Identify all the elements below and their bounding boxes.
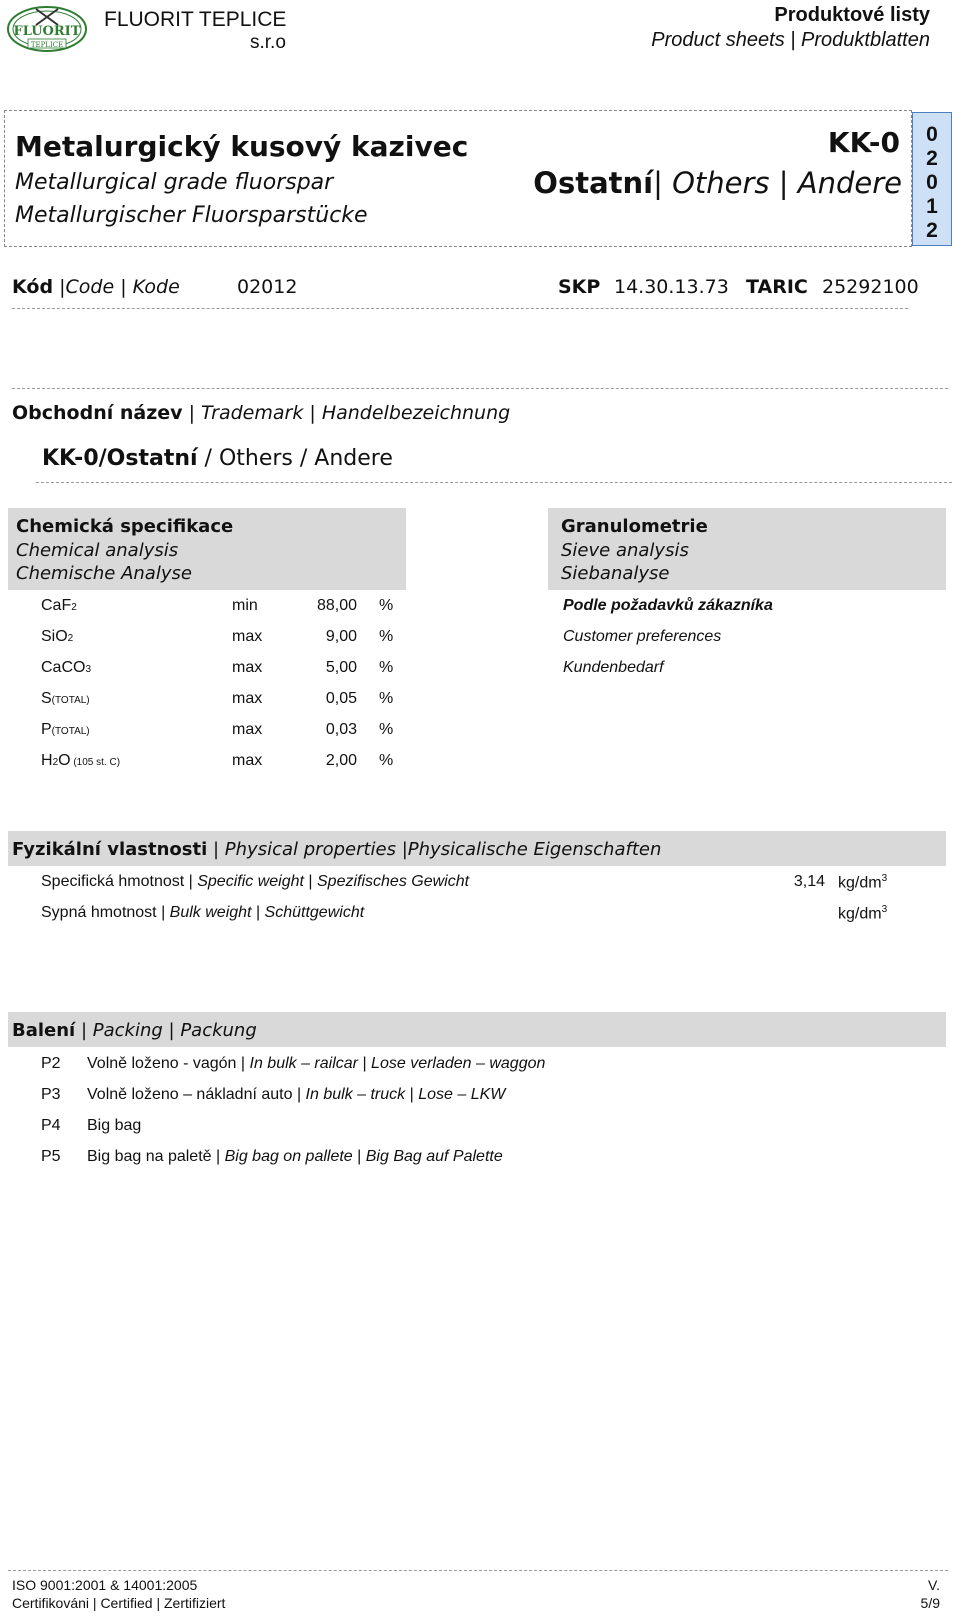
chem-unit: %: [379, 690, 394, 707]
chem-limit: max: [232, 628, 263, 645]
physical-head-en: Physical properties: [224, 839, 396, 860]
sheets-subtitle: Product sheets | Produktblatten: [651, 29, 930, 51]
product-category: [533, 166, 902, 200]
product-code-strip: [912, 112, 952, 246]
trademark-value-main: KK-0/Ostatní: [42, 446, 198, 471]
chem-name: CaCO3: [41, 659, 92, 676]
physical-row-label: Specifická hmotnost | Specific weight | Spezifisches Gewicht: [41, 873, 470, 890]
product-code-label: KK-0: [827, 126, 900, 159]
sheets-title: Produktové listy: [774, 4, 930, 26]
physical-row-unit: $kg/dm^3$: [838, 873, 888, 892]
physical-row-value: 3,14: [793, 873, 825, 890]
code-digit: 1: [926, 195, 938, 218]
packing-head-cz: Balení: [12, 1020, 76, 1041]
footer-divider: [8, 1570, 948, 1571]
product-name-cz: Metalurgický kusový kazivec: [15, 130, 469, 163]
physical-head-cz: Fyzikální vlastnosti: [12, 839, 208, 860]
packing-code: P5: [41, 1148, 61, 1165]
chem-value: 5,00: [325, 659, 357, 676]
chemical-head-cz: Chemická specifikace: [16, 516, 234, 537]
chem-unit: %: [379, 597, 394, 614]
code-label-en: Code: [65, 276, 115, 298]
packing-header: [8, 1012, 946, 1047]
physical-head: Fyzikální vlastnosti | Physical properties |Physicalische Eigenschaften: [12, 839, 662, 860]
chem-limit: max: [232, 752, 263, 769]
product-name-de: Metallurgischer Fluorsparstücke: [15, 203, 368, 228]
granulometry-line-de: Kundenbedarf: [563, 659, 664, 676]
chem-limit: min: [232, 597, 258, 614]
svg-text:TEPLICE: TEPLICE: [30, 41, 64, 49]
chemical-head-en: Chemical analysis: [16, 540, 179, 561]
packing-desc: Volně loženo – nákladní auto | In bulk – truck | Lose – LKW: [87, 1086, 506, 1103]
physical-header: [8, 831, 946, 866]
chem-unit: %: [379, 628, 394, 645]
divider: [12, 388, 948, 389]
physical-row-label: Sypná hmotnost | Bulk weight | Schüttgewicht: [41, 904, 365, 921]
chem-value: 9,00: [325, 628, 357, 645]
category-de: Andere: [797, 166, 902, 200]
trademark-value: [42, 446, 393, 471]
chem-unit: %: [379, 752, 394, 769]
taric-label: TARIC: [746, 276, 808, 298]
chem-value: 88,00: [316, 597, 357, 614]
packing-desc: Big bag: [87, 1117, 142, 1134]
skp-label: SKP: [558, 276, 601, 298]
chem-value: 0,05: [325, 690, 357, 707]
chem-limit: max: [232, 690, 263, 707]
granulometry-line-cz: Podle požadavků zákazníka: [563, 597, 773, 614]
granulometry-head-en: Sieve analysis: [561, 540, 689, 561]
footer-iso: ISO 9001:2001 & 14001:2005: [12, 1577, 198, 1593]
company-suffix: s.r.o: [250, 32, 286, 53]
chem-name: SiO2: [41, 628, 74, 645]
category-sep: |: [769, 166, 798, 200]
granulometry-line-en: Customer preferences: [563, 628, 722, 645]
divider: [36, 482, 952, 483]
chem-name: S(TOTAL): [41, 690, 90, 707]
packing-head-en: Packing: [92, 1020, 163, 1041]
footer-page: 5/9: [920, 1595, 940, 1611]
chem-limit: max: [232, 721, 263, 738]
chem-limit: max: [232, 659, 263, 676]
chem-unit: %: [379, 721, 394, 738]
chemical-header: [8, 508, 406, 590]
category-en: Others: [672, 166, 770, 200]
granulometry-header: [548, 508, 946, 590]
physical-row-unit: $kg/dm^3$: [838, 904, 888, 923]
packing-desc: Volně loženo - vagón | In bulk – railcar | Lose verladen – waggon: [87, 1055, 546, 1072]
chem-name: CaF2: [41, 597, 77, 614]
product-name-en: Metallurgical grade fluorspar: [15, 170, 334, 195]
packing-head-de: Packung: [180, 1020, 257, 1041]
taric-value: 25292100: [822, 276, 919, 298]
packing-code: P2: [41, 1055, 61, 1072]
code-label-de: Kode: [132, 276, 180, 298]
code-label-cz: Kód: [12, 276, 54, 298]
chem-unit: %: [379, 659, 394, 676]
code-digit: 2: [926, 147, 938, 170]
chemical-head-de: Chemische Analyse: [16, 563, 192, 584]
chem-value: 0,03: [325, 721, 357, 738]
skp-value: 14.30.13.73: [614, 276, 729, 298]
packing-head: Balení | Packing | Packung: [12, 1020, 257, 1041]
code-label: Kód |Code | Kode: [12, 276, 180, 298]
chem-name: H2O (105 st. C): [41, 752, 121, 769]
code-value: 02012: [237, 276, 298, 298]
packing-desc: Big bag na paletě | Big bag on pallete | Big Bag auf Palette: [87, 1148, 503, 1165]
code-digit: 0: [926, 171, 938, 194]
footer-cert: Certifikováni | Certified | Zertifiziert: [12, 1595, 226, 1611]
granulometry-head-de: Siebanalyse: [561, 563, 670, 584]
physical-head-de: Physicalische Eigenschaften: [407, 839, 662, 860]
trademark-label-cz: Obchodní název: [12, 402, 183, 424]
trademark-label-de: Handelbezeichnung: [321, 402, 511, 424]
chem-name: P(TOTAL): [41, 721, 90, 738]
company-logo: [6, 5, 88, 53]
granulometry-head-cz: Granulometrie: [561, 516, 708, 537]
divider: [12, 308, 908, 309]
code-digit: 2: [926, 219, 938, 242]
trademark-value-rest: / Others / Andere: [197, 446, 393, 471]
footer-version: V.: [928, 1577, 940, 1593]
packing-code: P3: [41, 1086, 61, 1103]
company-name: FLUORIT TEPLICE: [104, 8, 287, 31]
category-cz: Ostatní: [533, 166, 654, 200]
svg-text:FLUORIT: FLUORIT: [13, 24, 81, 39]
category-sep: |: [653, 166, 673, 200]
code-digit: 0: [926, 123, 938, 146]
chem-value: 2,00: [325, 752, 357, 769]
packing-code: P4: [41, 1117, 61, 1134]
trademark-label-en: Trademark: [201, 402, 304, 424]
trademark-label: Obchodní název | Trademark | Handelbezeichnung: [12, 402, 511, 424]
